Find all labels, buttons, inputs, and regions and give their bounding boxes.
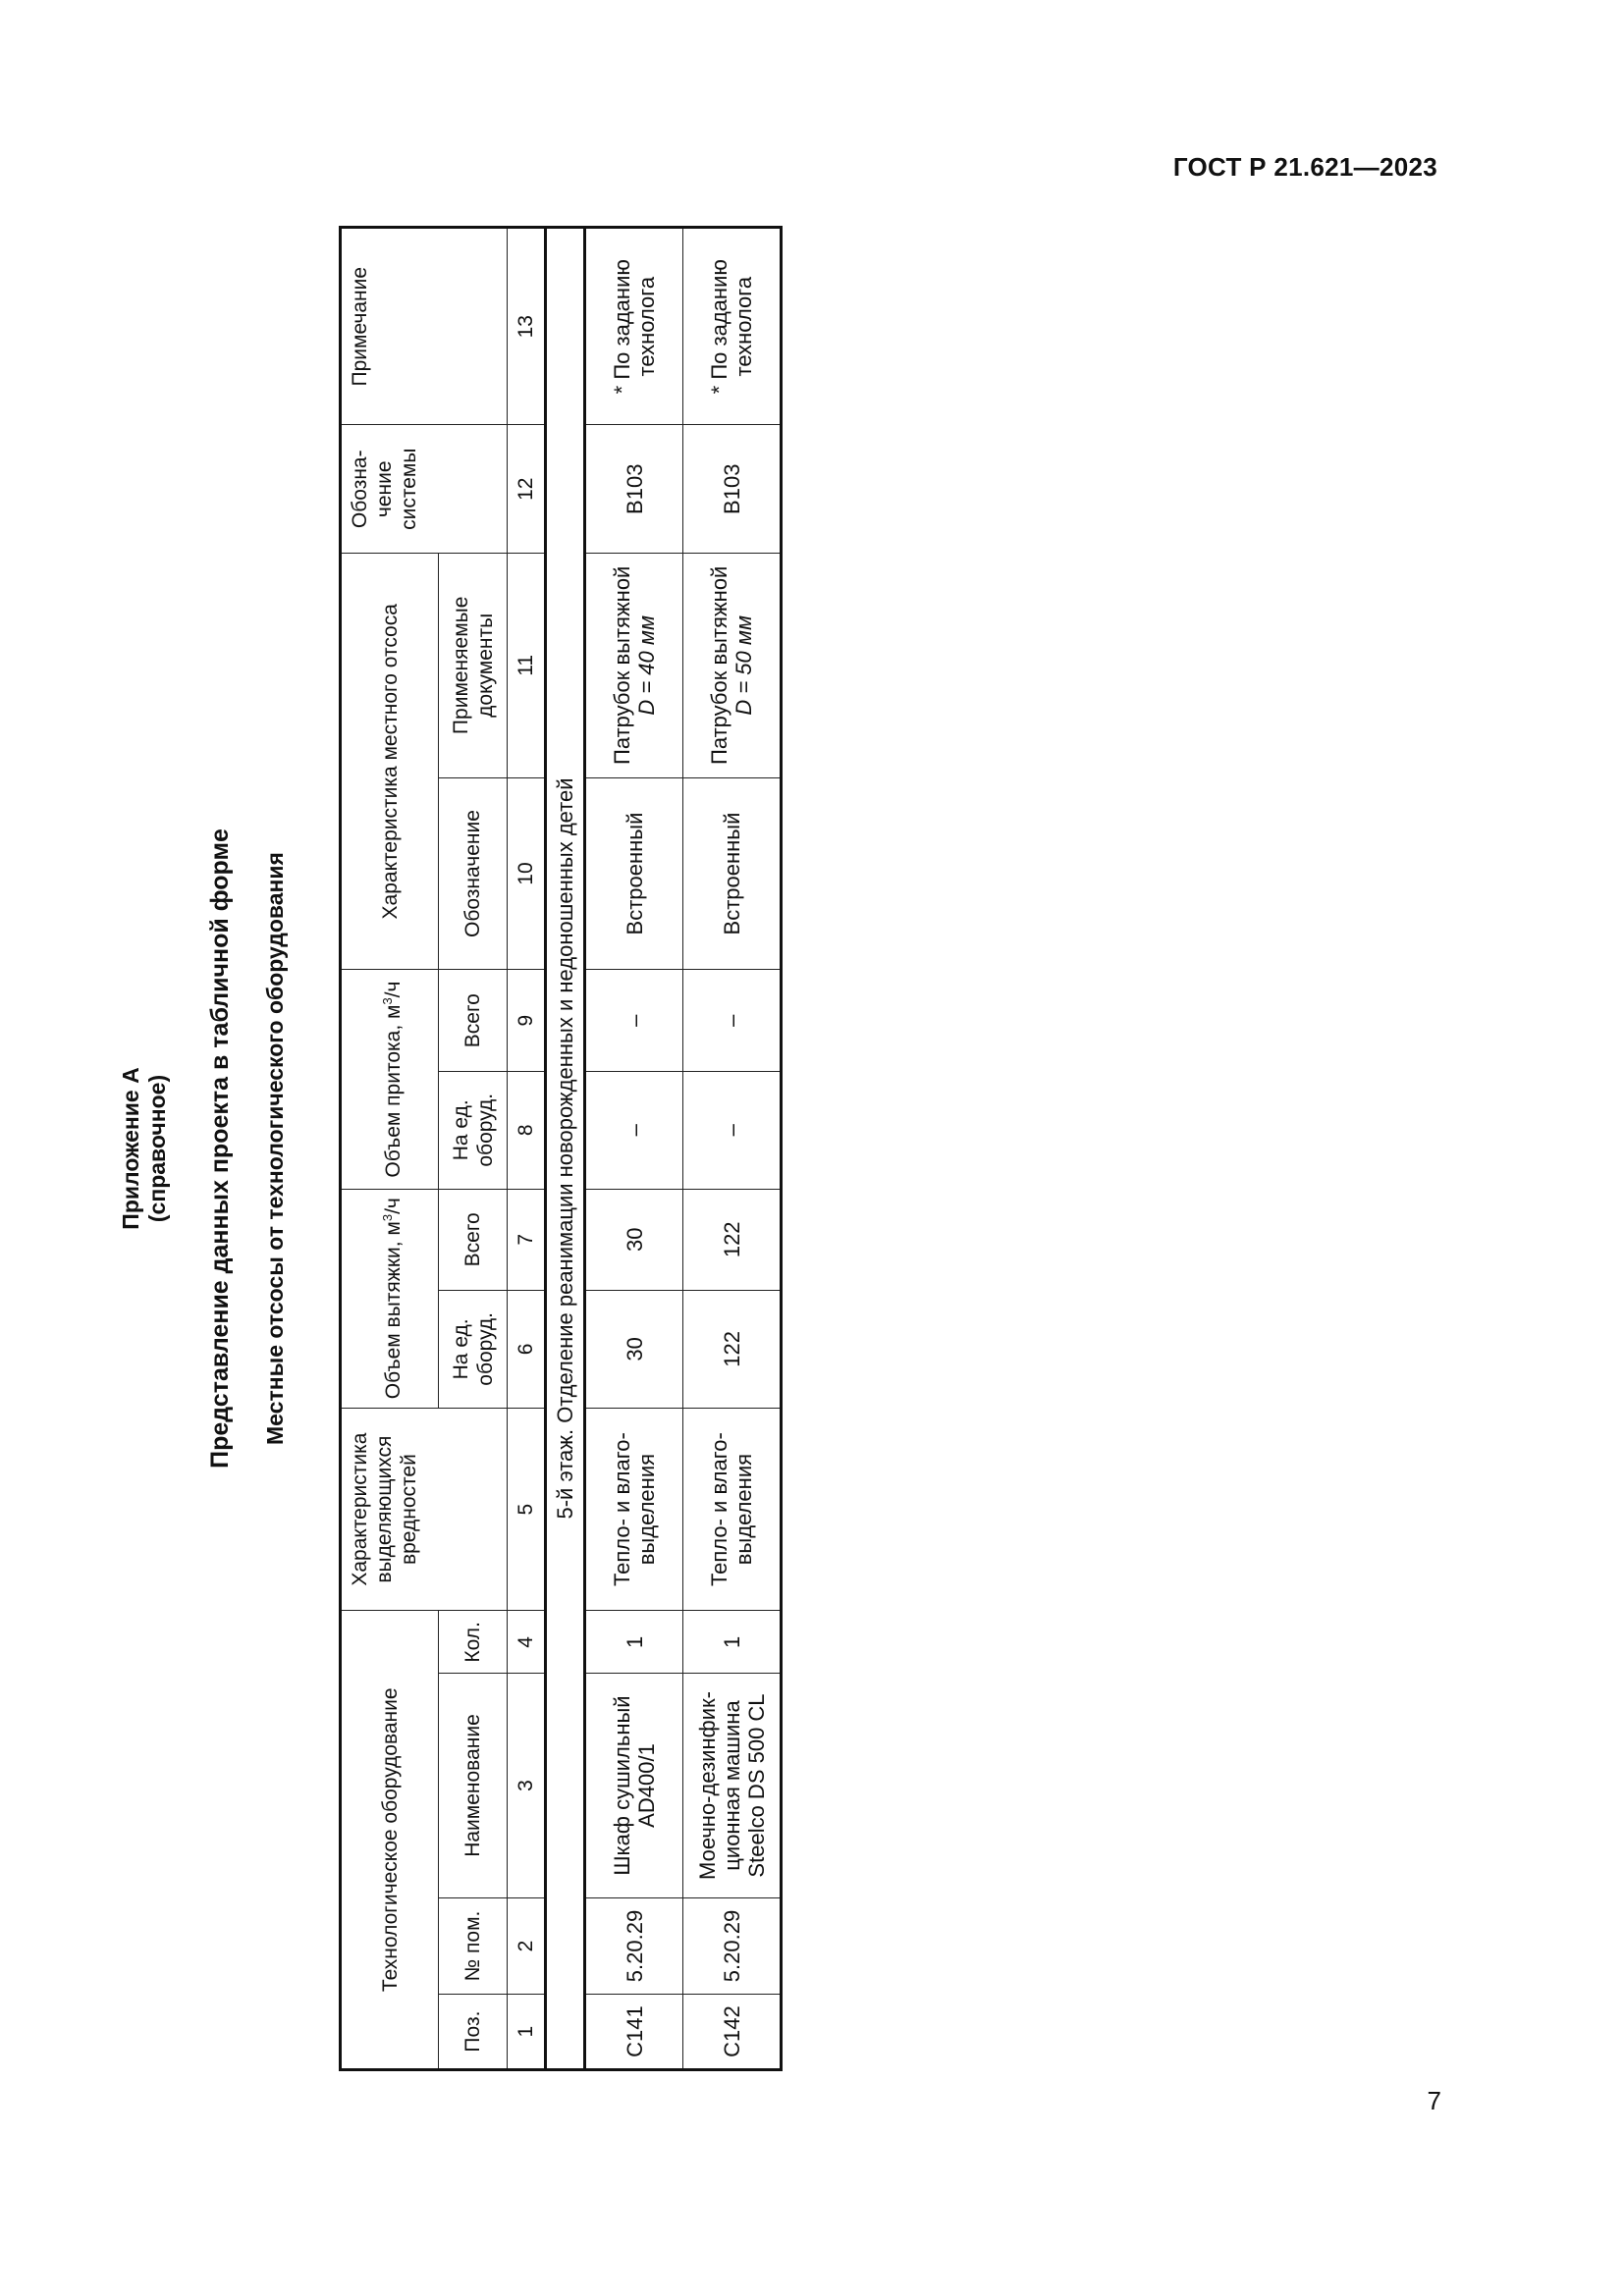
cell-system: В103 bbox=[585, 425, 683, 554]
header-room-no: № пом. bbox=[439, 1897, 508, 1994]
header-supply-per-unit: На ед. оборуд. bbox=[439, 1071, 508, 1189]
header-exhaust-total: Всего bbox=[439, 1189, 508, 1290]
column-number: 8 bbox=[508, 1071, 546, 1189]
heading-block bbox=[108, 226, 289, 2071]
header-exhaust-volume bbox=[341, 1189, 439, 1408]
cell-exhaust-per-unit: 30 bbox=[585, 1291, 683, 1409]
column-number: 10 bbox=[508, 777, 546, 970]
header-qty: Кол. bbox=[439, 1611, 508, 1674]
header-documents: Применяемые документы bbox=[439, 554, 508, 778]
section-row bbox=[546, 228, 585, 2070]
cell-designation: Встроенный bbox=[683, 777, 782, 970]
page-number: 7 bbox=[1427, 2086, 1441, 2115]
table-title: Местные отсосы от технологического оборудования bbox=[262, 852, 288, 1445]
cell-note: * По заданию технолога bbox=[683, 228, 782, 425]
cell-supply-per-unit: – bbox=[683, 1071, 782, 1189]
cell-supply-total: – bbox=[585, 970, 683, 1071]
column-number: 13 bbox=[508, 228, 546, 425]
header-tech-equipment: Технологическое оборудование bbox=[341, 1611, 439, 2070]
document-code: ГОСТ Р 21.621—2023 bbox=[1172, 152, 1437, 182]
header-exhaust-volume-tail: /ч bbox=[381, 1198, 405, 1214]
header-system-designation: Обозна-чение системы bbox=[341, 425, 508, 554]
section-title: Представление данных проекта в табличной форме bbox=[206, 828, 234, 1468]
cell-documents-line1: Патрубок вытяжной bbox=[707, 565, 731, 765]
table-row bbox=[683, 228, 782, 2070]
rotated-content bbox=[108, 226, 815, 2071]
cell-documents-line2: D = 40 мм bbox=[634, 614, 659, 716]
cell-designation: Встроенный bbox=[585, 777, 683, 970]
cell-qty: 1 bbox=[585, 1611, 683, 1674]
column-number: 3 bbox=[508, 1674, 546, 1898]
cell-documents bbox=[585, 554, 683, 778]
header-supply-volume bbox=[341, 970, 439, 1189]
cell-note: * По заданию технолога bbox=[585, 228, 683, 425]
cell-exhaust-per-unit: 122 bbox=[683, 1291, 782, 1409]
column-number: 12 bbox=[508, 425, 546, 554]
cell-harmful: Тепло- и влаго-выделения bbox=[585, 1408, 683, 1611]
column-number: 6 bbox=[508, 1291, 546, 1409]
column-number: 11 bbox=[508, 554, 546, 778]
column-number-row bbox=[508, 228, 546, 2070]
table-row bbox=[585, 228, 683, 2070]
column-number: 5 bbox=[508, 1408, 546, 1611]
header-supply-volume-sup: 3 bbox=[379, 997, 395, 1005]
cell-documents-line1: Патрубок вытяжной bbox=[610, 565, 634, 765]
local-exhaust-table bbox=[339, 226, 783, 2071]
column-number: 9 bbox=[508, 970, 546, 1071]
column-number: 2 bbox=[508, 1897, 546, 1994]
cell-qty: 1 bbox=[683, 1611, 782, 1674]
cell-supply-total: – bbox=[683, 970, 782, 1071]
header-supply-volume-text: Объем притока, м bbox=[381, 1004, 405, 1178]
header-exhaust-volume-text: Объем вытяжки, м bbox=[381, 1221, 405, 1400]
header-exhaust-volume-sup: 3 bbox=[379, 1213, 395, 1222]
cell-harmful: Тепло- и влаго-выделения bbox=[683, 1408, 782, 1611]
cell-documents-line2: D = 50 мм bbox=[731, 614, 756, 716]
column-number: 4 bbox=[508, 1611, 546, 1674]
header-exhaust-per-unit: На ед. оборуд. bbox=[439, 1291, 508, 1409]
header-pos: Поз. bbox=[439, 1995, 508, 2070]
cell-system: В103 bbox=[683, 425, 782, 554]
cell-room: 5.20.29 bbox=[585, 1897, 683, 1994]
table-header-group-row bbox=[341, 228, 439, 2070]
header-harmful: Характеристика выделяющихся вредностей bbox=[341, 1408, 508, 1611]
cell-documents bbox=[683, 554, 782, 778]
cell-name: Моечно-дезинфик-ционная машина Steelco DS 500 CL bbox=[683, 1674, 782, 1898]
cell-pos: С141 bbox=[585, 1995, 683, 2070]
header-supply-total: Всего bbox=[439, 970, 508, 1071]
section-row-label: 5-й этаж. Отделение реанимации новорожденных и недоношенных детей bbox=[546, 228, 585, 2070]
header-designation: Обозначение bbox=[439, 777, 508, 970]
header-name: Наименование bbox=[439, 1674, 508, 1898]
header-note: Примечание bbox=[341, 228, 508, 425]
appendix-title: Приложение А bbox=[118, 1067, 143, 1230]
cell-room: 5.20.29 bbox=[683, 1897, 782, 1994]
appendix-subtitle: (справочное) bbox=[144, 1074, 170, 1223]
cell-supply-per-unit: – bbox=[585, 1071, 683, 1189]
cell-exhaust-total: 122 bbox=[683, 1189, 782, 1290]
header-supply-volume-tail: /ч bbox=[381, 981, 405, 998]
cell-name: Шкаф сушильный AD400/1 bbox=[585, 1674, 683, 1898]
header-local-exhaust: Характеристика местного отсоса bbox=[341, 554, 439, 970]
column-number: 1 bbox=[508, 1995, 546, 2070]
cell-exhaust-total: 30 bbox=[585, 1189, 683, 1290]
column-number: 7 bbox=[508, 1189, 546, 1290]
cell-pos: С142 bbox=[683, 1995, 782, 2070]
